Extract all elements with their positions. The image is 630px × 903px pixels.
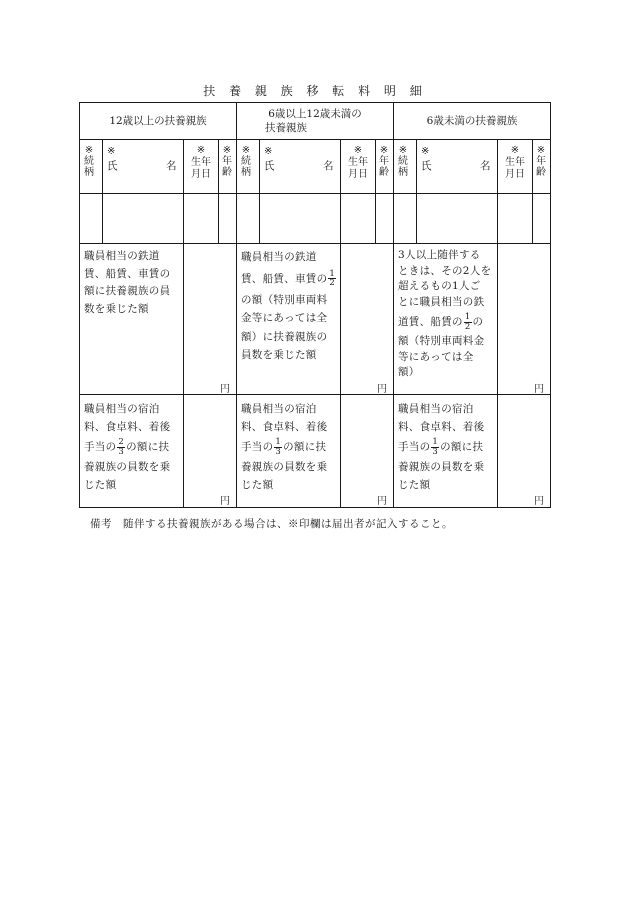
age-header: ※ 年 齢 (222, 145, 232, 178)
name-header-1: 氏 (264, 160, 275, 172)
relation-header: ※ 続 柄 (241, 145, 251, 178)
remarks-note: 備考 随伴する扶養親族がある場合は、※印欄は届出者が記入すること。 (90, 518, 453, 530)
birth-header: ※ 生年 月日 (505, 145, 525, 180)
name-header-2: 名 (323, 160, 334, 172)
fare-description-12-plus: 職員相当の鉄道 賃、船賃、車賃の 額に扶養親族の員 数を乗じた額 (84, 250, 171, 315)
group-header-line: 6歳以上12歳未満の (268, 108, 362, 120)
group-header-12-plus: 12歳以上の扶養親族 (109, 115, 207, 127)
yen-unit: 円 (220, 496, 230, 507)
yen-unit: 円 (534, 384, 544, 395)
age-header: ※ 年 齢 (536, 145, 546, 178)
lodging-description-12-plus: 職員相当の宿泊 料、食卓料、着後 手当の $\frac{2}{3}$ の額に扶 養親族の員数を乗 じた額 (84, 403, 171, 491)
birth-header: ※ 生年 月日 (348, 145, 368, 180)
relation-header: ※ 続 柄 (398, 145, 408, 178)
name-header-mark: ※ (421, 146, 430, 157)
fraction-one-third: $\frac{1}{3}$ (275, 437, 282, 457)
name-header-1: 氏 (107, 160, 118, 172)
name-header-1: 氏 (421, 160, 432, 172)
age-header: ※ 年 齢 (379, 145, 389, 178)
group-header-line: 扶養親族 (265, 122, 307, 134)
fare-description-6-to-12: 職員相当の鉄道 賃、船賃、車賃の $\frac{1}{2}$ の額（特別車両料 金等にあっては全 額）に扶養親族の 員数を乗じた額 (241, 251, 336, 361)
fraction-one-third: $\frac{1}{3}$ (432, 437, 439, 457)
yen-unit: 円 (377, 496, 387, 507)
relation-header: ※ 続 柄 (84, 145, 94, 178)
fare-description-under-6: 3人以上随伴する ときは、その2人を 超えるもの1人ご とに職員相当の鉄 道賃、船賃の $\frac{1}{2}$ の 額（特別車両料金 等にあっては全 額） (398, 249, 492, 378)
yen-unit: 円 (220, 384, 230, 395)
lodging-description-6-to-12: 職員相当の宿泊 料、食卓料、着後 手当の $\frac{1}{3}$ の額に扶 養親族の員数を乗 じた額 (241, 403, 328, 491)
document-title: 扶 養 親 族 移 転 料 明 細 (203, 84, 427, 98)
lodging-description-under-6: 職員相当の宿泊 料、食卓料、着後 手当の $\frac{1}{3}$ の額に扶 養親族の員数を乗 じた額 (398, 403, 485, 491)
group-header-under-6: 6歳未満の扶養親族 (426, 115, 518, 127)
name-header-mark: ※ (107, 146, 116, 157)
group-header-6-to-12 (237, 107, 393, 135)
name-header-2: 名 (480, 160, 491, 172)
name-header-2: 名 (166, 160, 177, 172)
yen-unit: 円 (534, 496, 544, 507)
fraction-two-thirds: $\frac{2}{3}$ (118, 437, 125, 457)
fraction-one-half: $\frac{1}{2}$ (329, 268, 336, 288)
yen-unit: 円 (377, 384, 387, 395)
fraction-one-half: $\frac{1}{2}$ (464, 312, 471, 332)
birth-header: ※ 生年 月日 (191, 145, 211, 180)
name-header-mark: ※ (264, 146, 273, 157)
